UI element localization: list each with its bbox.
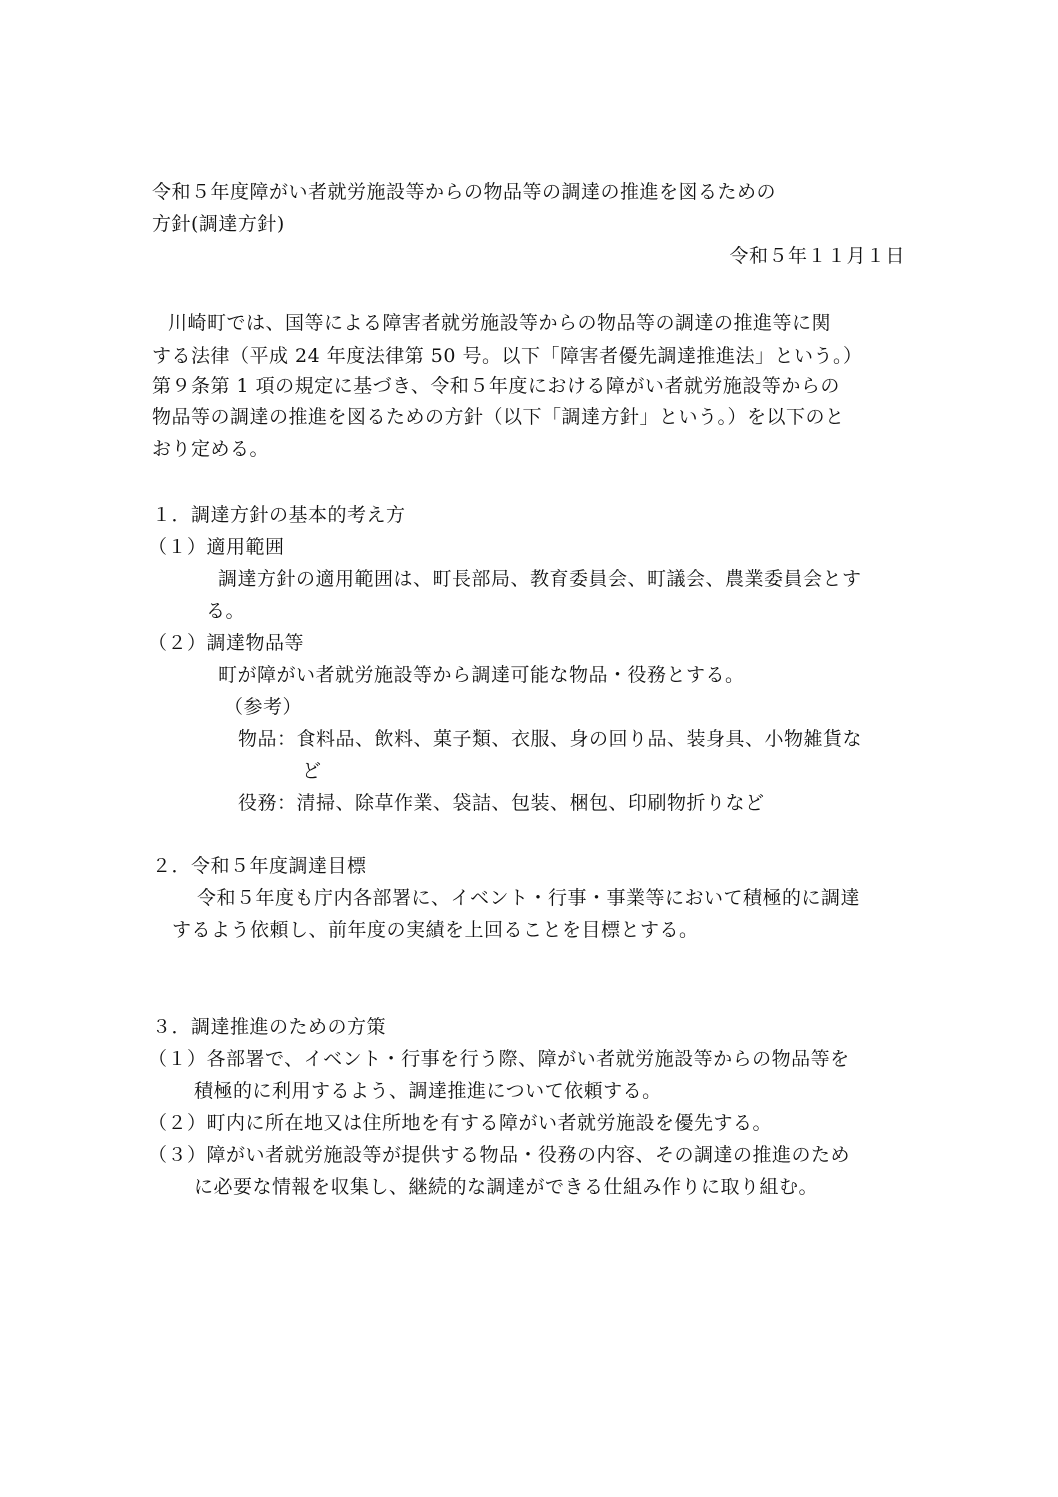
section3-item-1-line-1: （１）各部署で、イベント・行事を行う際、障がい者就労施設等からの物品等を: [148, 1048, 850, 1070]
section2-heading: ２．令和５年度調達目標: [152, 855, 367, 877]
section2-line-1: 令和５年度も庁内各部署に、イベント・行事・事業等において積極的に調達: [197, 887, 861, 909]
intro-line-3: 第９条第 1 項の規定に基づき、令和５年度における障がい者就労施設等からの: [152, 375, 840, 397]
intro-line-2: する法律（平成 24 年度法律第 50 号。以下「障害者優先調達推進法」という。）: [152, 345, 863, 367]
section1-sub2-body: 町が障がい者就労施設等から調達可能な物品・役務とする。: [218, 664, 745, 686]
section1-sub1-heading: （１）適用範囲: [148, 536, 285, 558]
section3-item-3-line-2: に必要な情報を収集し、継続的な調達ができる仕組み作りに取り組む。: [194, 1176, 819, 1198]
document-title-line-2: 方針(調達方針): [152, 213, 285, 235]
section3-item-3-line-1: （３）障がい者就労施設等が提供する物品・役務の内容、その調達の推進のため: [148, 1144, 851, 1166]
section3-heading: ３．調達推進のための方策: [152, 1016, 387, 1038]
services-line: 役務：清掃、除草作業、袋詰、包装、梱包、印刷物折りなど: [238, 792, 765, 814]
section1-sub1-line-2: る。: [206, 600, 246, 622]
intro-line-1: 川崎町では、国等による障害者就労施設等からの物品等の調達の推進等に関: [168, 312, 832, 334]
goods-line-2: ど: [302, 760, 322, 782]
intro-line-4: 物品等の調達の推進を図るための方針（以下「調達方針」という。）を以下のと: [152, 406, 845, 428]
section3-item-1-line-2: 積極的に利用するよう、調達推進について依頼する。: [194, 1080, 662, 1102]
reference-label: （参考）: [224, 696, 303, 718]
section3-item-2-line-1: （２）町内に所在地又は住所地を有する障がい者就労施設を優先する。: [148, 1112, 773, 1134]
document-date: 令和５年１１月１日: [729, 245, 905, 267]
goods-line-1: 物品：食料品、飲料、菓子類、衣服、身の回り品、装身具、小物雑貨な: [238, 728, 863, 750]
section1-sub2-heading: （２）調達物品等: [148, 632, 305, 654]
section1-heading: １．調達方針の基本的考え方: [152, 504, 406, 526]
section2-line-2: するよう依頼し、前年度の実績を上回ることを目標とする。: [172, 919, 699, 941]
document-title-line-1: 令和５年度障がい者就労施設等からの物品等の調達の推進を図るための: [152, 181, 777, 203]
intro-line-5: おり定める。: [152, 438, 270, 460]
section1-sub1-line-1: 調達方針の適用範囲は、町長部局、教育委員会、町議会、農業委員会とす: [218, 568, 862, 590]
